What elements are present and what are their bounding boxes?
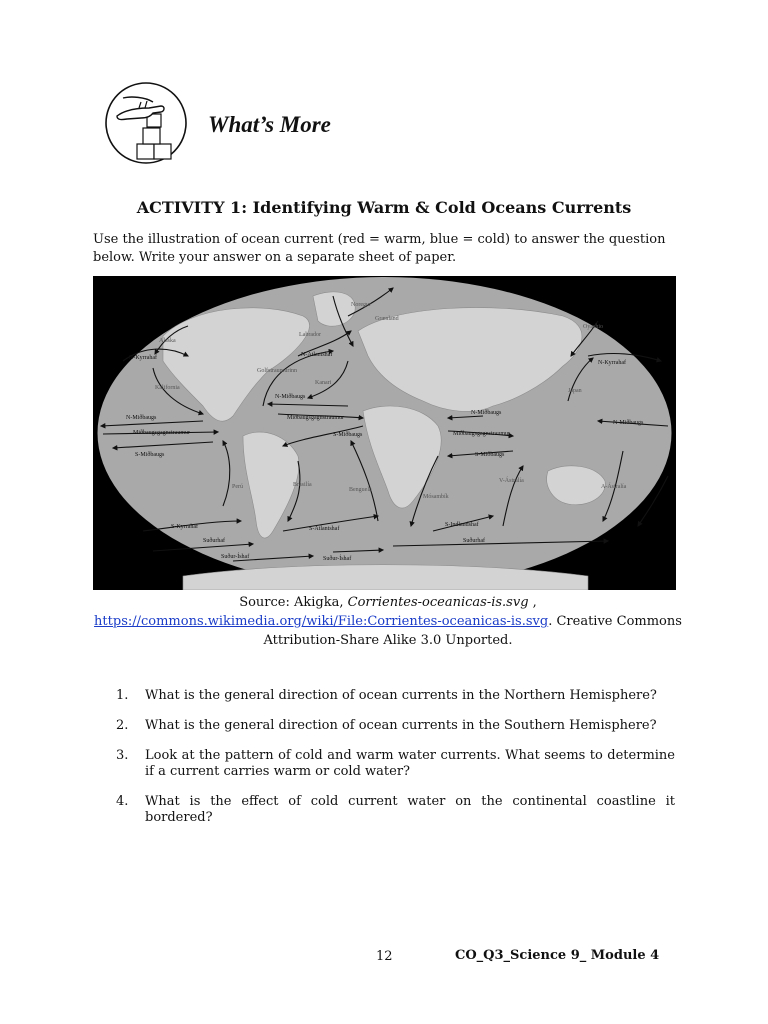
map-label-kanari: Kanari (315, 380, 332, 386)
question-number: 1. (116, 688, 129, 703)
question-list (110, 688, 675, 840)
map-label-mosambik: Mósambík (423, 494, 449, 500)
map-label-n-atlantshaf: N-Atlantshaf (301, 352, 333, 358)
page-number: 12 (376, 949, 393, 964)
map-label-kalifornia: Kalifornia (155, 385, 180, 391)
map-label-brasilia: Brasilía (293, 482, 312, 488)
map-label-peru: Perú (232, 484, 243, 490)
map-label-japan: Japan (568, 388, 582, 394)
activity-title: ACTIVITY 1: Identifying Warm & Cold Oceans Currents (136, 198, 632, 217)
module-code: CO_Q3_Science 9_ Module 4 (455, 948, 660, 963)
map-label-midbaugsgagnstraumur-ind: Miðbaugsgagnstraumur (453, 431, 510, 437)
map-label-a-astralia: A-Ástralía (601, 484, 627, 490)
map-label-s-midbaugs-ind: S-Miðbaugs (475, 452, 505, 458)
map-label-s-indlandshaf: S-Indlandshaf (445, 522, 479, 528)
source-file-name: Corrientes-oceanicas-is.svg (347, 595, 529, 610)
question-item (110, 748, 675, 780)
map-label-s-kyrrahaf: S-Kyrrahaf (171, 524, 198, 530)
question-number: 4. (116, 794, 129, 809)
map-label-n-midbaugs-ind: N-Miðbaugs (471, 410, 502, 416)
map-label-v-astralia: V-Ástralía (499, 478, 524, 484)
map-label-alaska: Alaska (159, 338, 176, 344)
source-link[interactable]: https://commons.wikimedia.org/wiki/File:Corrientes-oceanicas-is.svg (94, 614, 549, 629)
map-label-sudurhaf-east: Suðurhaf (463, 538, 485, 544)
map-label-s-atlantshaf: S-Atlantshaf (309, 526, 340, 532)
activity-instructions: Use the illustration of ocean current (red = warm, blue = cold) to answer the question below. Write your answer on a separate sheet of paper. (93, 232, 666, 265)
map-label-n-midbaugs-pac-east: N-Miðbaugs (126, 415, 157, 421)
map-label-sudur-ishaf-mid: Suður-Íshaf (323, 556, 352, 562)
map-label-oyashio: Oyashio (583, 324, 603, 330)
map-label-n-kyrrahaf-east: N-Kyrrahaf (598, 360, 626, 366)
map-label-golfstraumurinn: Golfstraumurinn (257, 368, 297, 374)
map-label-sudurhaf-west: Suðurhaf (203, 538, 225, 544)
question-item (110, 718, 675, 734)
map-label-midbaugsgagnstraumur-atl: Miðbaugsgagnstraumur (287, 415, 344, 421)
question-text: What is the general direction of ocean currents in the Northern Hemisphere? (145, 688, 657, 703)
map-label-midbaugsgagnstraumur-pac-east: Miðbaugsgagnstraumur (133, 430, 190, 436)
source-suffix: . Creative Commons Attribution-Share Alike 3.0 Unported. (263, 614, 682, 648)
map-label-noregur: Noregur (351, 302, 371, 308)
map-label-s-midbaugs-atl: S-Miðbaugs (333, 432, 363, 438)
image-source-citation (93, 593, 683, 650)
map-label-groenland: Grænland (375, 316, 399, 322)
source-separator: , (528, 595, 537, 610)
map-label-benguela: Benguela (349, 487, 372, 493)
map-label-s-midbaugs-pac-east: S-Miðbaugs (135, 452, 165, 458)
question-item (110, 794, 675, 826)
question-text: Look at the pattern of cold and warm water currents. What seems to determine if a current carries warm or cold water? (145, 748, 675, 779)
source-prefix: Source: Akigka, (239, 595, 348, 610)
question-text: What is the effect of cold current water on the continental coastline it bordered? (145, 794, 675, 825)
map-label-sudur-ishaf-west: Suður-Íshaf (221, 554, 250, 560)
map-label-n-midbaugs-pac-west: N-Miðbaugs (613, 420, 644, 426)
section-title: What’s More (208, 112, 331, 137)
question-item (110, 688, 675, 704)
ocean-currents-map (93, 276, 676, 590)
question-number: 3. (116, 748, 129, 763)
hand-stacking-blocks-icon (103, 80, 189, 166)
question-number: 2. (116, 718, 129, 733)
map-label-n-midbaugs-atl: N-Miðbaugs (275, 394, 306, 400)
question-text: What is the general direction of ocean currents in the Southern Hemisphere? (145, 718, 657, 733)
map-label-n-kyrrahaf-west: N-Kyrrahaf (129, 355, 157, 361)
map-label-labrador: Labrador (299, 332, 321, 338)
